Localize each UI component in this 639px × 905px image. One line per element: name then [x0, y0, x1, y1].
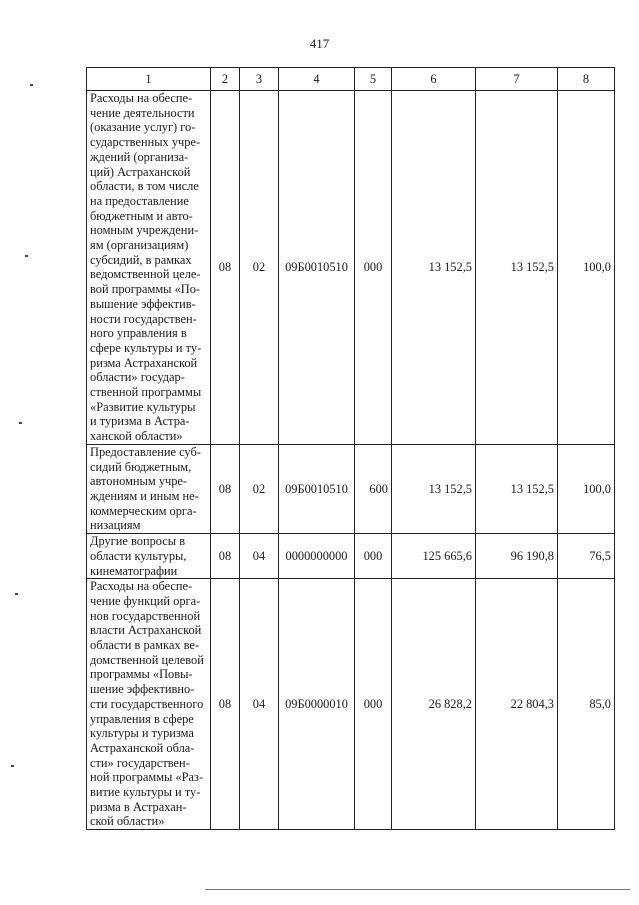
scan-mark: [11, 765, 14, 767]
description-line: сфере культуры и ту-: [90, 340, 202, 355]
header-row: [87, 68, 615, 91]
description-line: ждений (организа-: [90, 149, 189, 164]
section-code: 08: [211, 91, 240, 445]
header-cell-3: 3: [240, 68, 279, 91]
description-line: управления в сфере: [90, 711, 194, 726]
description-line: автономным учре-: [90, 474, 188, 489]
row-description: [87, 579, 211, 830]
bottom-rule: [205, 889, 630, 890]
description-line: (оказание услуг) го-: [90, 120, 196, 135]
description-line: области» государ-: [90, 370, 185, 385]
description-line: Расходы на обеспе-: [90, 579, 193, 594]
scan-mark: [15, 593, 18, 595]
description-line: культуры и туризма: [90, 726, 194, 741]
description-line: Астраханской обла-: [90, 740, 195, 755]
description-line: сти» государствен-: [90, 755, 190, 770]
executed-amount: 96 190,8: [476, 534, 558, 579]
description-line: чение функций орга-: [90, 593, 201, 608]
header-cell-8: 8: [558, 68, 615, 91]
subsection-code: 02: [240, 91, 279, 445]
description-line: и туризма в Астра-: [90, 414, 190, 429]
executed-amount: 13 152,5: [476, 444, 558, 533]
section-code: 08: [211, 579, 240, 830]
planned-amount: 26 828,2: [392, 579, 476, 830]
description-line: субсидий, в рамках: [90, 252, 192, 267]
table-row: [87, 534, 615, 579]
expense-type-code: 000: [355, 91, 392, 445]
subsection-code: 04: [240, 579, 279, 830]
row-description: [87, 91, 211, 445]
description-line: бюджетным и авто-: [90, 208, 193, 223]
description-line: нов государственной: [90, 608, 201, 623]
header-cell-7: 7: [476, 68, 558, 91]
header-cell-4: 4: [279, 68, 355, 91]
description-line: области культуры,: [90, 548, 187, 563]
table-row: [87, 444, 615, 533]
description-line: ведомственной целе-: [90, 267, 201, 282]
description-line: номным учреждени-: [90, 223, 199, 238]
description-line: ской области»: [90, 814, 165, 829]
row-description: [87, 534, 211, 579]
description-line: на предоставление: [90, 193, 189, 208]
header-cell-5: 5: [355, 68, 392, 91]
description-line: ханской области»: [90, 429, 183, 444]
row-description: [87, 444, 211, 533]
description-line: программы «Повы-: [90, 667, 193, 682]
target-article-code: 09Б0010510: [279, 444, 355, 533]
description-line: сударственных учре-: [90, 135, 201, 150]
section-code: 08: [211, 444, 240, 533]
description-line: Расходы на обеспе-: [90, 91, 193, 105]
executed-amount: 22 804,3: [476, 579, 558, 830]
subsection-code: 04: [240, 534, 279, 579]
description-line: Предоставление суб-: [90, 444, 201, 459]
description-line: области, в том числе: [90, 179, 199, 194]
planned-amount: 125 665,6: [392, 534, 476, 579]
header-cell-1: 1: [87, 68, 211, 91]
execution-percent: 85,0: [558, 579, 615, 830]
description-line: чение деятельности: [90, 105, 195, 120]
page-number: 417: [309, 36, 330, 51]
description-line: ственной программы: [90, 385, 202, 400]
description-line: ного управления в: [90, 326, 187, 341]
description-line: ной программы «Раз-: [90, 770, 204, 785]
description-line: Другие вопросы в: [90, 534, 186, 549]
scan-mark: [30, 84, 33, 86]
description-line: ям (организациям): [90, 238, 189, 253]
execution-percent: 100,0: [558, 91, 615, 445]
executed-amount: 13 152,5: [476, 91, 558, 445]
execution-percent: 76,5: [558, 534, 615, 579]
description-line: сти государственного: [90, 696, 204, 711]
expense-type-code: 000: [355, 579, 392, 830]
budget-table: [86, 67, 615, 830]
target-article-code: 09Б0000010: [279, 579, 355, 830]
expense-type-code: 000: [355, 534, 392, 579]
planned-amount: 13 152,5: [392, 444, 476, 533]
description-line: вышение эффектив-: [90, 296, 196, 311]
description-line: низациям: [90, 518, 141, 533]
description-line: коммерческим орга-: [90, 503, 197, 518]
table-row: [87, 91, 615, 445]
scan-mark: [25, 255, 28, 257]
expense-type-code: 600: [355, 444, 392, 533]
description-line: ризма Астраханской: [90, 355, 198, 370]
description-line: ризма в Астрахан-: [90, 799, 187, 814]
table-row: [87, 579, 615, 830]
description-line: ждениям и иным не-: [90, 488, 199, 503]
header-cell-6: 6: [392, 68, 476, 91]
section-code: 08: [211, 534, 240, 579]
description-line: «Развитие культуры: [90, 399, 196, 414]
description-line: сидий бюджетным,: [90, 459, 192, 474]
scan-mark: [19, 422, 22, 424]
description-line: власти Астраханской: [90, 623, 202, 638]
subsection-code: 02: [240, 444, 279, 533]
description-line: витие культуры и ту-: [90, 785, 201, 800]
description-line: шение эффективно-: [90, 682, 195, 697]
description-line: домственной целевой: [90, 652, 204, 667]
description-line: ций) Астраханской: [90, 164, 191, 179]
execution-percent: 100,0: [558, 444, 615, 533]
target-article-code: 09Б0010510: [279, 91, 355, 445]
description-line: области в рамках ве-: [90, 638, 200, 653]
description-line: ности государствен-: [90, 311, 197, 326]
description-line: кинематографии: [90, 563, 178, 578]
planned-amount: 13 152,5: [392, 91, 476, 445]
target-article-code: 0000000000: [279, 534, 355, 579]
description-line: вой программы «По-: [90, 282, 201, 297]
header-cell-2: 2: [211, 68, 240, 91]
